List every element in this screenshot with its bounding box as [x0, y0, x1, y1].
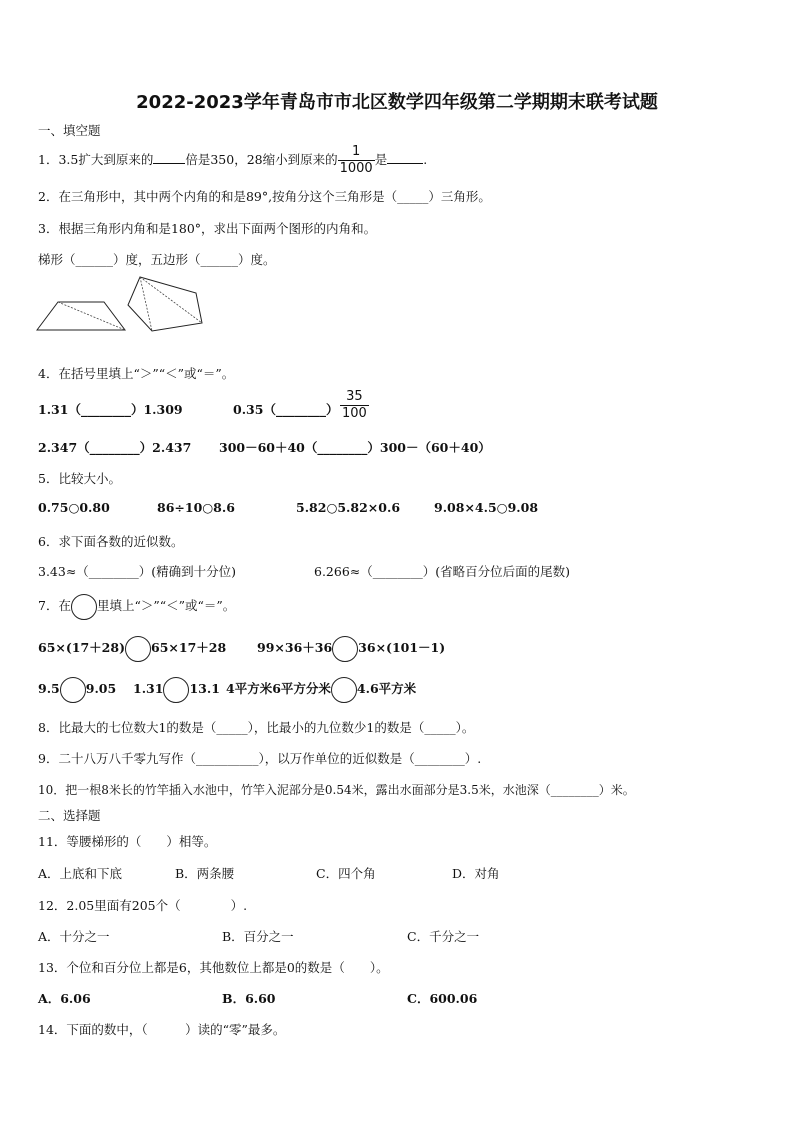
q11-option-a[interactable]: A．上底和下底 — [38, 866, 123, 881]
q7-r2a-right: 9.05 — [85, 681, 117, 696]
q4-frac-denominator: 100 — [342, 406, 367, 421]
q7-row2-c — [226, 676, 416, 703]
q1-text-b: 倍是350，28缩小到原来的 — [185, 152, 338, 167]
question-13: 13．个位和百分位上都是6，其他数位上都是0的数是（ ）。 — [38, 960, 389, 975]
question-12: 12．2.05里面有205个（ ）. — [38, 898, 248, 913]
q4-row2-a: 2.347（________）2.437 — [38, 440, 192, 455]
q13-option-c[interactable]: C．600.06 — [407, 991, 478, 1006]
compare-circle-3[interactable] — [60, 677, 86, 703]
question-8: 8．比最大的七位数大1的数是（_____），比最小的九位数少1的数是（_____）。 — [38, 720, 475, 735]
q1-fraction — [338, 144, 375, 177]
compare-circle-4[interactable] — [163, 677, 189, 703]
q7-r1a-left: 65×(17＋28) — [38, 640, 125, 655]
page-title: 2022-2023学年青岛市市北区数学四年级第二学期期末联考试题 — [136, 92, 658, 113]
compare-circle-5[interactable] — [331, 677, 357, 703]
q4-fraction — [340, 389, 369, 422]
q12-option-b[interactable]: B．百分之一 — [222, 929, 294, 944]
question-9: 9．二十八万八千零九写作（__________），以万作单位的近似数是（________）. — [38, 751, 482, 766]
compare-circle-1[interactable] — [125, 636, 151, 662]
q13-option-a[interactable]: A．6.06 — [38, 991, 91, 1006]
section-choice: 二、选择题 — [38, 808, 101, 823]
q5-item-4: 9.08×4.5○9.08 — [434, 500, 539, 515]
q11-option-d[interactable]: D．对角 — [452, 866, 500, 881]
question-14: 14．下面的数中，（ ）读的“零”最多。 — [38, 1022, 286, 1037]
q1-text-a: 1．3.5扩大到原来的 — [38, 152, 154, 167]
q7-r2b-right: 13.1 — [189, 681, 220, 696]
question-11: 11．等腰梯形的（ ）相等。 — [38, 834, 217, 849]
q1-text-d: . — [423, 152, 428, 167]
q7-r2b-left: 1.31 — [133, 681, 164, 696]
q5-item-2: 86÷10○8.6 — [157, 500, 235, 515]
question-7 — [38, 593, 235, 620]
q4-row2-b: 300－60＋40（________）300－（60＋40） — [219, 440, 491, 455]
q7-r1b-left: 99×36＋36 — [257, 640, 333, 655]
question-5: 5．比较大小。 — [38, 471, 121, 486]
q7-r2c-right: 4.6平方米 — [356, 681, 417, 696]
question-3-answer-line: 梯形（______）度，五边形（______）度。 — [38, 252, 276, 267]
q6-item-b: 6.266≈（________）(省略百分位后面的尾数) — [314, 564, 571, 579]
q7-row1-b — [257, 635, 445, 662]
compare-circle-icon — [71, 594, 97, 620]
q12-option-a[interactable]: A．十分之一 — [38, 929, 110, 944]
q13-option-b[interactable]: B．6.60 — [222, 991, 276, 1006]
q7-r2a-left: 9.5 — [38, 681, 60, 696]
q11-option-c[interactable]: C．四个角 — [316, 866, 376, 881]
q1-blank-2[interactable] — [387, 151, 423, 164]
q7-row2-a — [38, 676, 116, 703]
q7-r1a-right: 65×17＋28 — [151, 640, 227, 655]
q1-frac-denominator: 1000 — [339, 161, 373, 176]
pentagon-figure — [128, 277, 202, 331]
q12-option-c[interactable]: C．千分之一 — [407, 929, 480, 944]
question-3: 3．根据三角形内角和是180°，求出下面两个图形的内角和。 — [38, 221, 377, 236]
q7-text-a: 7．在 — [38, 598, 71, 613]
section-fill-blank: 一、填空题 — [38, 123, 101, 138]
q7-row1-a — [38, 635, 226, 662]
trapezoid-figure — [37, 302, 125, 330]
q11-option-b[interactable]: B．两条腰 — [175, 866, 235, 881]
q5-item-1: 0.75○0.80 — [38, 500, 110, 515]
q1-blank-1[interactable] — [153, 151, 185, 164]
q7-text-b: 里填上“＞”“＜”或“＝”。 — [96, 598, 236, 613]
q4-row1-a: 1.31（________）1.309 — [38, 402, 183, 417]
question-4: 4．在括号里填上“＞”“＜”或“＝”。 — [38, 366, 235, 381]
question-10: 10．把一根8米长的竹竿插入水池中，竹竿入泥部分是0.54米，露出水面部分是3.5米，水池深（________）米。 — [38, 783, 635, 797]
q5-item-3: 5.82○5.82×0.6 — [296, 500, 401, 515]
q4-row1-b: 0.35（________） — [233, 402, 339, 417]
question-1 — [38, 144, 427, 177]
q7-row2-b — [133, 676, 220, 703]
q7-r2c-left: 4平方米6平方分米 — [226, 681, 331, 696]
q1-text-c: 是 — [374, 152, 388, 167]
question-2: 2．在三角形中，其中两个内角的和是89°,按角分这个三角形是（_____）三角形。 — [38, 189, 491, 204]
compare-circle-2[interactable] — [332, 636, 358, 662]
q4-frac-numerator: 35 — [340, 389, 369, 406]
q3-figures — [34, 275, 214, 337]
q7-r1b-right: 36×(101－1) — [358, 640, 446, 655]
q6-item-a: 3.43≈（________）(精确到十分位) — [38, 564, 237, 579]
q1-frac-numerator: 1 — [338, 144, 375, 161]
question-6: 6．求下面各数的近似数。 — [38, 534, 184, 549]
